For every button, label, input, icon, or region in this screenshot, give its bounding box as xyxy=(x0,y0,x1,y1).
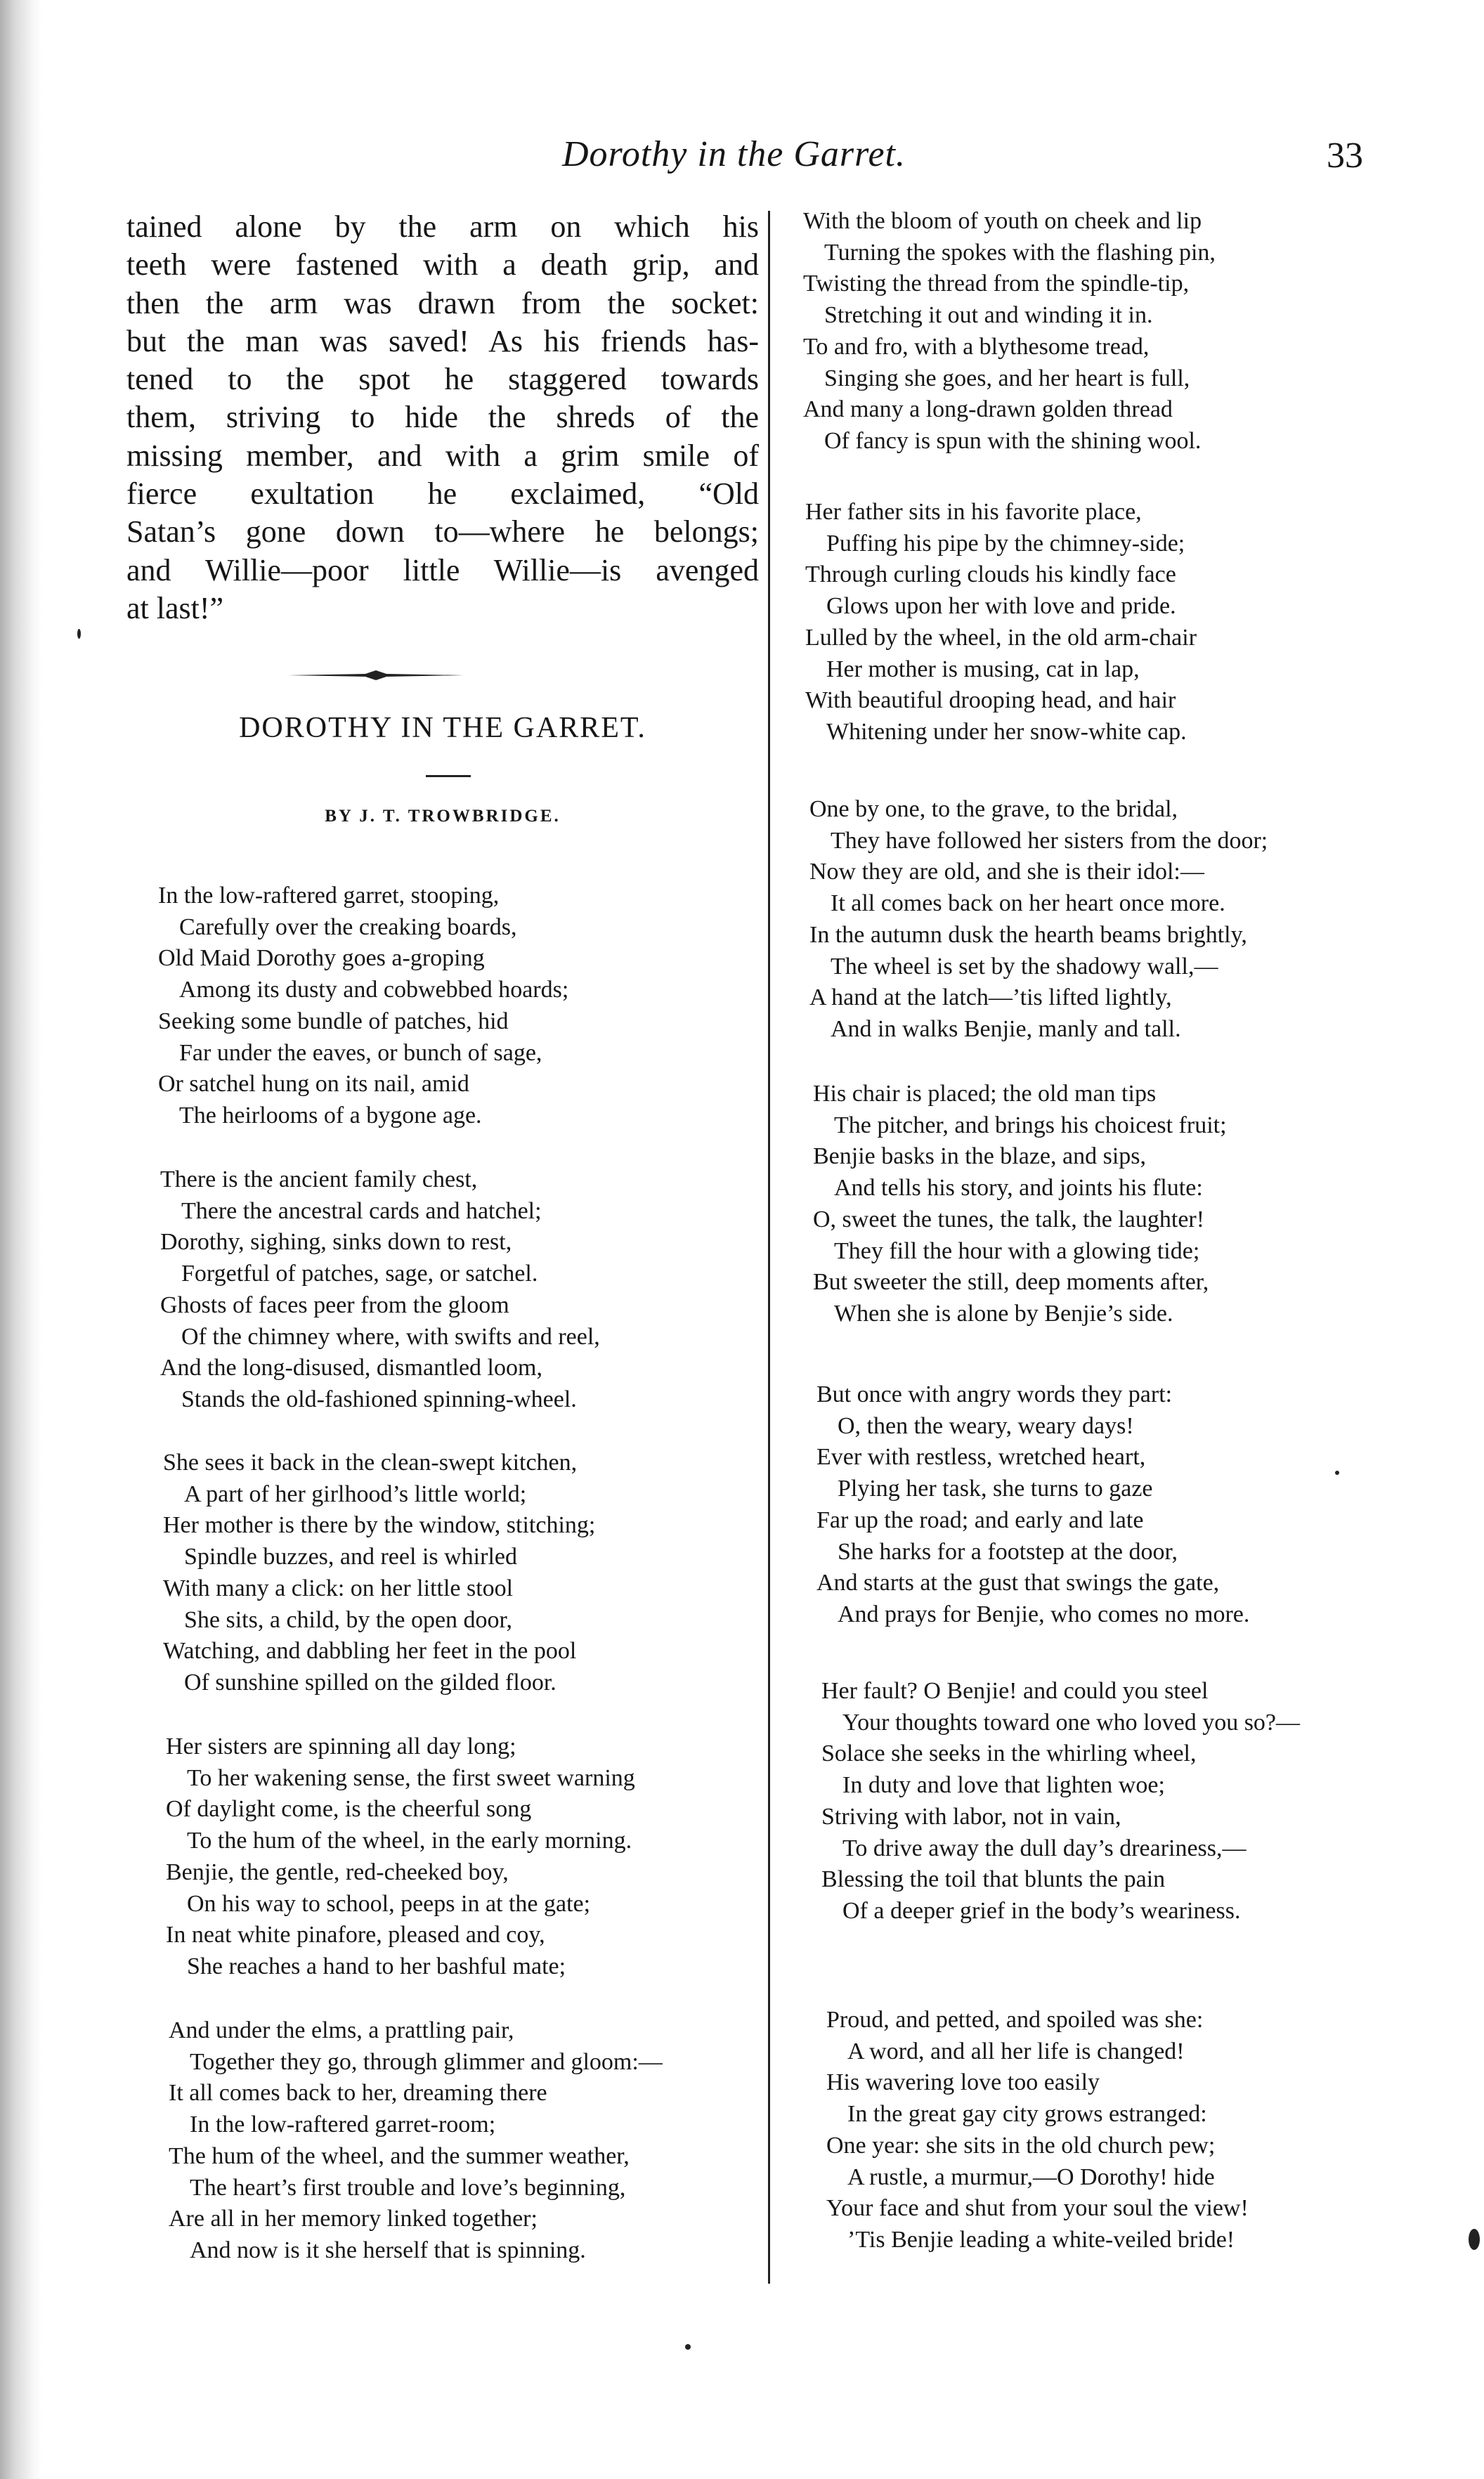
right-stanza xyxy=(809,794,1268,1046)
verse-line: Her mother is there by the window, stitching; xyxy=(163,1512,596,1539)
page-edge-shadow xyxy=(0,0,42,2479)
verse-line: And tells his story, and joints his flute: xyxy=(834,1175,1203,1202)
verse-line: Puffing his pipe by the chimney-side; xyxy=(826,530,1185,557)
verse-line: And under the elms, a prattling pair, xyxy=(169,2017,514,2043)
prose-line: at last!” xyxy=(126,590,224,625)
left-stanza xyxy=(160,1164,600,1416)
running-head: Dorothy in the Garret. xyxy=(562,134,906,174)
verse-line: To drive away the dull day’s dreariness,— xyxy=(842,1835,1247,1861)
verse-line: His wavering love too easily xyxy=(826,2069,1100,2096)
verse-line: Seeking some bundle of patches, hid xyxy=(158,1008,509,1034)
verse-line: O, sweet the tunes, the talk, the laughter! xyxy=(813,1206,1205,1232)
verse-line: Ghosts of faces peer from the gloom xyxy=(160,1291,509,1318)
verse-line: Old Maid Dorothy goes a-groping xyxy=(158,945,485,972)
verse-line: Her father sits in his favorite place, xyxy=(805,499,1142,525)
verse-line: Glows upon her with love and pride. xyxy=(826,593,1176,620)
verse-line: There the ancestral cards and hatchel; xyxy=(181,1197,542,1224)
verse-line: And now is it she herself that is spinning. xyxy=(190,2237,586,2263)
verse-line: And the long-disused, dismantled loom, xyxy=(160,1355,542,1381)
verse-line: Of sunshine spilled on the gilded floor. xyxy=(184,1669,556,1696)
verse-line: Spindle buzzes, and reel is whirled xyxy=(184,1544,517,1570)
prose-line: tened to the spot he staggered towards xyxy=(126,362,759,397)
verse-line: When she is alone by Benjie’s side. xyxy=(834,1300,1173,1327)
left-stanza xyxy=(169,2015,663,2267)
verse-line: To and fro, with a blythesome tread, xyxy=(803,333,1150,360)
verse-line: They fill the hour with a glowing tide; xyxy=(834,1237,1200,1264)
verse-line: In neat white pinafore, pleased and coy, xyxy=(166,1922,545,1948)
prose-line: tained alone by the arm on which his xyxy=(126,209,759,244)
prose-paragraph xyxy=(126,208,759,627)
verse-line: His chair is placed; the old man tips xyxy=(813,1081,1157,1107)
page-number: 33 xyxy=(1327,136,1363,176)
verse-line: Blessing the toil that blunts the pain xyxy=(821,1866,1166,1893)
prose-line: them, striving to hide the shreds of the xyxy=(126,400,759,435)
verse-line: Through curling clouds his kindly face xyxy=(805,561,1176,588)
ink-speck xyxy=(1469,2229,1480,2250)
verse-line: With many a click: on her little stool xyxy=(163,1575,514,1601)
verse-line: Carefully over the creaking boards, xyxy=(179,913,517,940)
verse-line: It all comes back on her heart once more. xyxy=(831,890,1225,917)
ink-speck xyxy=(1335,1471,1339,1475)
prose-line: fierce exultation he exclaimed, “Old xyxy=(126,476,759,512)
verse-line: And prays for Benjie, who comes no more. xyxy=(838,1601,1250,1627)
verse-line: Now they are old, and she is their idol:— xyxy=(809,859,1204,885)
verse-line: A rustle, a murmur,—O Dorothy! hide xyxy=(847,2164,1215,2190)
verse-line: Benjie basks in the blaze, and sips, xyxy=(813,1143,1147,1170)
left-stanza xyxy=(163,1447,595,1699)
verse-line: She reaches a hand to her bashful mate; xyxy=(187,1953,566,1979)
left-stanza xyxy=(158,880,568,1132)
verse-line: ’Tis Benjie leading a white-veiled bride! xyxy=(847,2226,1235,2253)
verse-line: With beautiful drooping head, and hair xyxy=(805,687,1176,714)
verse-line: And starts at the gust that swings the gate, xyxy=(816,1570,1220,1596)
right-stanza xyxy=(821,1676,1300,1927)
verse-line: Her fault? O Benjie! and could you steel xyxy=(821,1678,1209,1704)
verse-line: Of a deeper grief in the body’s weariness. xyxy=(842,1897,1241,1924)
verse-line: She sees it back in the clean-swept kitchen, xyxy=(163,1450,578,1476)
verse-line: Forgetful of patches, sage, or satchel. xyxy=(181,1261,538,1287)
verse-line: Far up the road; and early and late xyxy=(816,1507,1144,1533)
poem-title: DOROTHY IN THE GARRET. xyxy=(239,712,646,744)
verse-line: The hum of the wheel, and the summer weather, xyxy=(169,2142,630,2169)
verse-line: A part of her girlhood’s little world; xyxy=(184,1481,527,1507)
left-stanza xyxy=(166,1731,635,1983)
verse-line: Striving with labor, not in vain, xyxy=(821,1803,1121,1830)
verse-line: Stretching it out and winding it in. xyxy=(824,302,1153,329)
verse-line: The heart’s first trouble and love’s beginning, xyxy=(190,2174,626,2201)
prose-line: then the arm was drawn from the socket: xyxy=(126,285,759,320)
right-stanza xyxy=(813,1079,1227,1330)
verse-line: Plying her task, she turns to gaze xyxy=(838,1476,1153,1502)
verse-line: She harks for a footstep at the door, xyxy=(838,1538,1178,1565)
right-stanza xyxy=(805,497,1197,748)
verse-line: In duty and love that lighten woe; xyxy=(842,1772,1165,1799)
verse-line: The wheel is set by the shadowy wall,— xyxy=(831,953,1218,980)
verse-line: In the low-raftered garret, stooping, xyxy=(158,883,500,909)
verse-line: Whitening under her snow-white cap. xyxy=(826,718,1187,745)
verse-line: And many a long-drawn golden thread xyxy=(803,396,1173,423)
poem-byline: BY J. T. TROWBRIDGE. xyxy=(325,807,561,826)
ink-speck xyxy=(685,2344,691,2350)
right-stanza xyxy=(816,1379,1249,1631)
verse-line: Or satchel hung on its nail, amid xyxy=(158,1071,469,1098)
verse-line: It all comes back to her, dreaming there xyxy=(169,2080,547,2107)
prose-line: and Willie—poor little Willie—is avenged xyxy=(126,552,759,587)
verse-line: The heirlooms of a bygone age. xyxy=(179,1102,482,1128)
prose-line: missing member, and with a grim smile of xyxy=(126,438,759,473)
verse-line: Your face and shut from your soul the view! xyxy=(826,2195,1249,2222)
verse-line: In the low-raftered garret-room; xyxy=(190,2112,496,2138)
verse-line: Ever with restless, wretched heart, xyxy=(816,1444,1146,1471)
verse-line: And in walks Benjie, manly and tall. xyxy=(831,1015,1181,1042)
right-stanza xyxy=(803,206,1216,457)
verse-line: There is the ancient family chest, xyxy=(160,1166,478,1192)
verse-line: Solace she seeks in the whirling wheel, xyxy=(821,1740,1197,1767)
verse-line: Her mother is musing, cat in lap, xyxy=(826,656,1140,682)
verse-line: Twisting the thread from the spindle-tip, xyxy=(803,271,1190,297)
verse-line: Of daylight come, is the cheerful song xyxy=(166,1796,532,1823)
verse-line: Of fancy is spun with the shining wool. xyxy=(824,427,1202,454)
verse-line: Benjie, the gentle, red-cheeked boy, xyxy=(166,1859,509,1885)
verse-line: They have followed her sisters from the door; xyxy=(831,827,1268,854)
verse-line: One year: she sits in the old church pew; xyxy=(826,2132,1216,2159)
verse-line: With the bloom of youth on cheek and lip xyxy=(803,208,1202,234)
verse-line: Dorothy, sighing, sinks down to rest, xyxy=(160,1229,512,1256)
verse-line: Lulled by the wheel, in the old arm-chair xyxy=(805,624,1197,651)
verse-line: Far under the eaves, or bunch of sage, xyxy=(179,1039,542,1066)
verse-line: Your thoughts toward one who loved you so?— xyxy=(842,1709,1301,1736)
verse-line: Stands the old-fashioned spinning-wheel. xyxy=(181,1386,577,1412)
verse-line: Proud, and petted, and spoiled was she: xyxy=(826,2007,1204,2033)
verse-line: On his way to school, peeps in at the gate; xyxy=(187,1890,591,1917)
verse-line: One by one, to the grave, to the bridal, xyxy=(809,796,1178,822)
verse-line: Her sisters are spinning all day long; xyxy=(166,1733,516,1759)
verse-line: Are all in her memory linked together; xyxy=(169,2206,538,2232)
verse-line: But once with angry words they part: xyxy=(816,1381,1173,1407)
verse-line: She sits, a child, by the open door, xyxy=(184,1606,513,1633)
prose-line: but the man was saved! As his friends has- xyxy=(126,323,759,358)
verse-line: A word, and all her life is changed! xyxy=(847,2038,1185,2064)
verse-line: O, then the weary, weary days! xyxy=(838,1412,1134,1439)
ink-speck xyxy=(77,629,81,639)
section-ornament xyxy=(288,670,464,680)
verse-line: A hand at the latch—’tis lifted lightly, xyxy=(809,984,1172,1011)
title-rule xyxy=(426,775,471,777)
column-rule xyxy=(768,211,770,2284)
verse-line: To her wakening sense, the first sweet warning xyxy=(187,1764,635,1791)
prose-line: Satan’s gone down to—where he belongs; xyxy=(126,514,759,549)
verse-line: Among its dusty and cobwebbed hoards; xyxy=(179,977,569,1003)
verse-line: Watching, and dabbling her feet in the pool xyxy=(163,1638,577,1665)
verse-line: Turning the spokes with the flashing pin, xyxy=(824,239,1216,266)
verse-line: To the hum of the wheel, in the early morning. xyxy=(187,1828,632,1854)
verse-line: In the great gay city grows estranged: xyxy=(847,2101,1207,2128)
right-stanza xyxy=(826,2005,1249,2256)
verse-line: But sweeter the still, deep moments after, xyxy=(813,1269,1209,1296)
verse-line: In the autumn dusk the hearth beams brightly, xyxy=(809,921,1247,948)
prose-line: teeth were fastened with a death grip, and xyxy=(126,247,759,282)
verse-line: Singing she goes, and her heart is full, xyxy=(824,365,1190,391)
verse-line: The pitcher, and brings his choicest fruit; xyxy=(834,1112,1227,1138)
verse-line: Of the chimney where, with swifts and reel, xyxy=(181,1323,600,1350)
verse-line: Together they go, through glimmer and gloom:— xyxy=(190,2048,663,2075)
